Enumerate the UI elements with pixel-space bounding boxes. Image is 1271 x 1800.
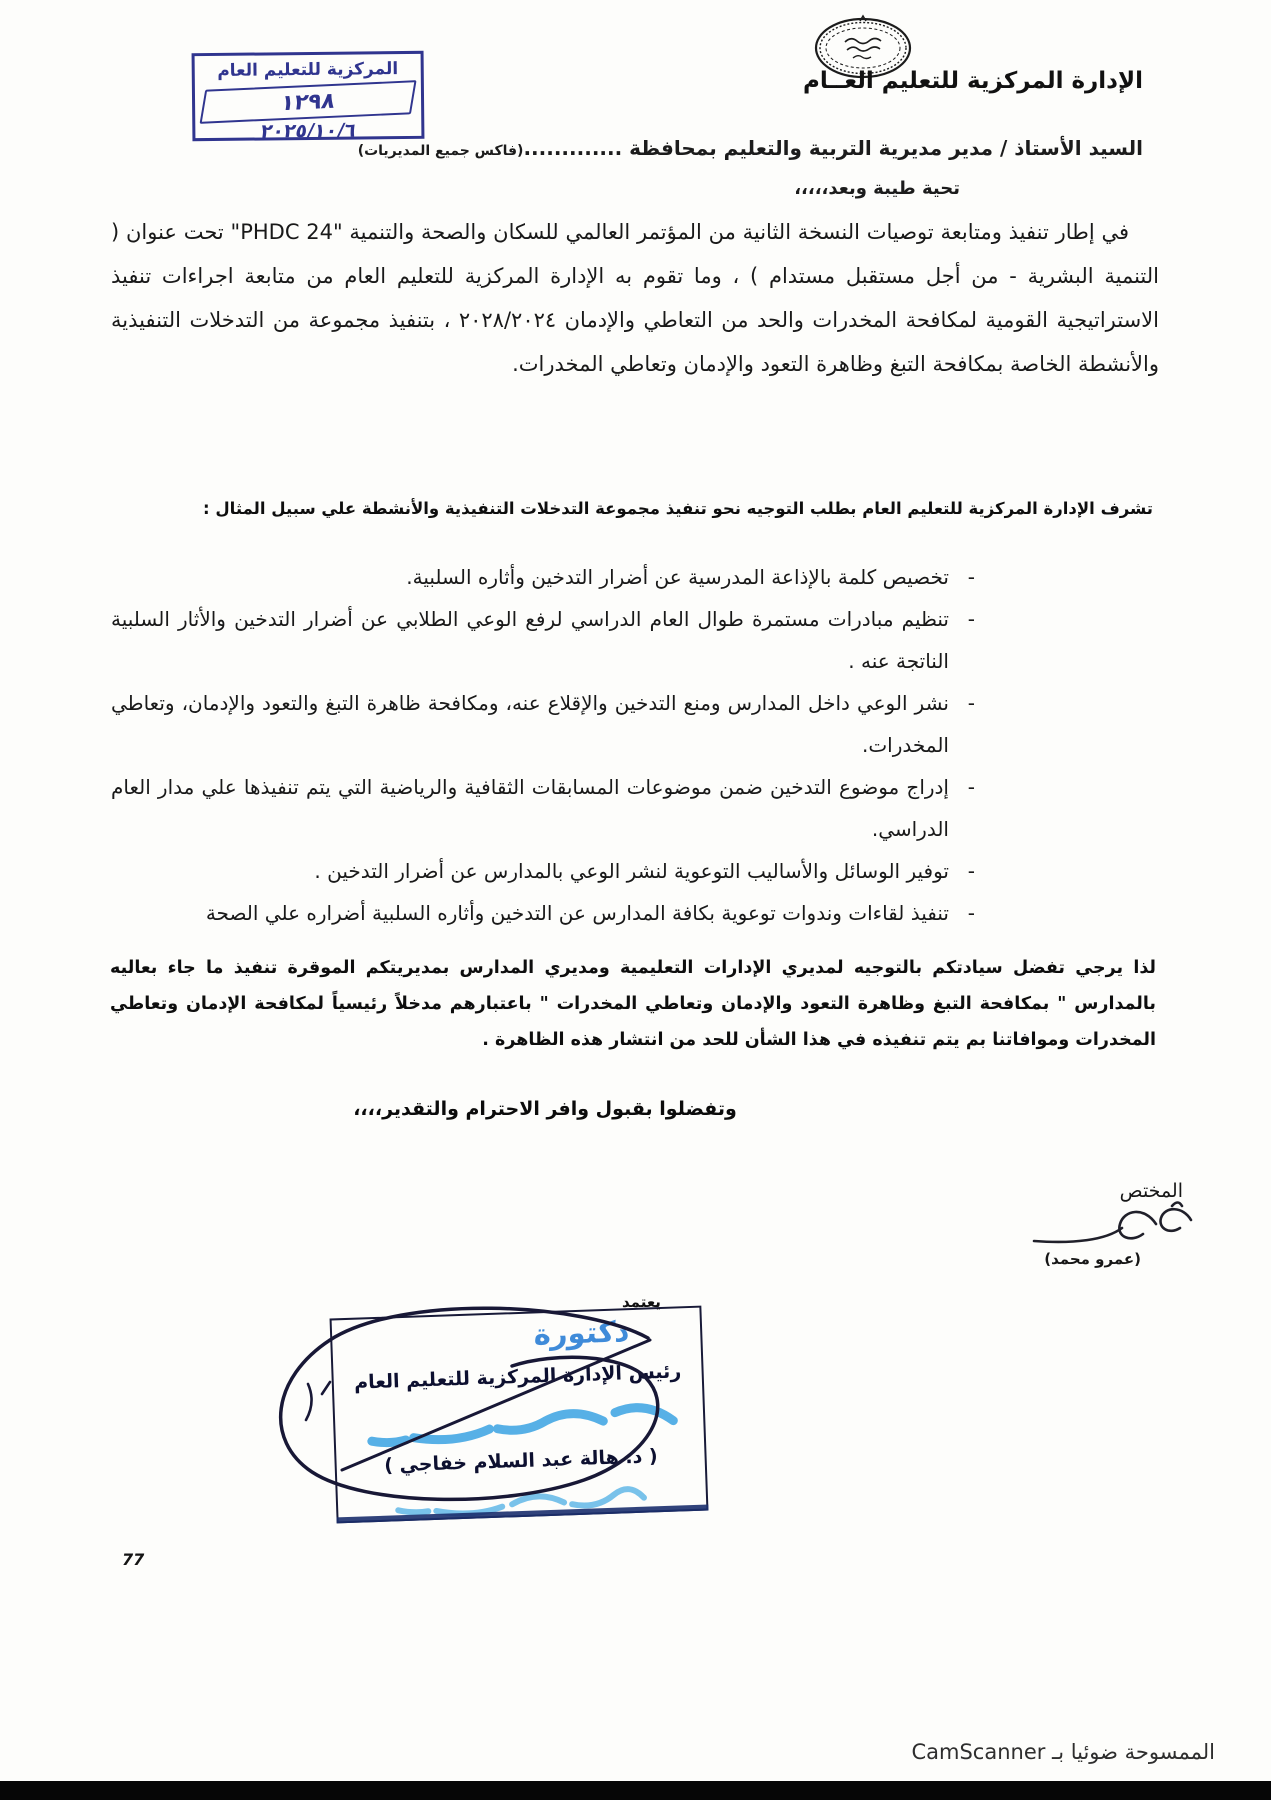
bullet-item: - إدراج موضوع التدخين ضمن موضوعات المسابقات الثقافية والرياضية التي يتم تنفيذها علي مدار العام الدراسي. [111, 766, 975, 850]
page-number: 77 [122, 1550, 145, 1569]
recipient-text: السيد الأستاذ / مدير مديرية التربية والتعليم بمحافظة ............. [523, 136, 1143, 160]
recipient-line [358, 136, 1143, 160]
sign-off: وتفضلوا بقبول وافر الاحترام والتقدير،،،، [353, 1098, 737, 1120]
activity-bullet-list [111, 556, 975, 934]
bullet-item: - تنفيذ لقاءات وندوات توعوية بكافة المدارس عن التدخين وأثاره السلبية أضراره علي الصحة [111, 892, 975, 934]
bullet-item: - تنظيم مبادرات مستمرة طوال العام الدراسي لرفع الوعي الطلابي عن أضرار التدخين والأثار السلبية الناتجة عنه . [111, 598, 975, 682]
bullet-item: - تخصيص كلمة بالإذاعة المدرسية عن أضرار التدخين وأثاره السلبية. [111, 556, 975, 598]
approval-position: رئيس الإدارة المركزية للتعليم العام [353, 1360, 682, 1394]
approval-label: يعتمد [622, 1293, 661, 1311]
approval-handwritten-title: دكتورة [533, 1314, 632, 1352]
scanner-watermark: الممسوحة ضوئيا بـ CamScanner [911, 1740, 1215, 1764]
directive-heading: تشرف الإدارة المركزية للتعليم العام بطلب التوجيه نحو تنفيذ مجموعة التدخلات التنفيذية والأنشطة علي سبيل المثال : [203, 499, 1153, 518]
fax-note: (فاكس جميع المديريات) [357, 143, 524, 159]
received-stamp [192, 51, 425, 141]
specialist-title: المختص [1119, 1180, 1183, 1202]
bullet-item: - نشر الوعي داخل المدارس ومنع التدخين والإقلاع عنه، ومكافحة ظاهرة التبغ والتعود والإدمان، وتعاطي المخدرات. [111, 682, 975, 766]
body-paragraph: في إطار تنفيذ ومتابعة توصيات النسخة الثانية من المؤتمر العالمي للسكان والصحة والتنمية "PHDC 24" تحت عنوان ( التنمية البشرية - من أجل مستقبل مستدام ) ، وما تقوم به الإدارة المركزية للتعليم العام من متابعة اجراءات تنفيذ الاستراتيجية القومية لمكافحة المخدرات والحد من التعاطي والإدمان ٢٠٢٨/٢٠٢٤ ، بتنفيذ مجموعة من التدخلات التنفيذية والأنشطة الخاصة بمكافحة التبغ وظاهرة التعود والإدمان وتعاطي المخدرات. [111, 220, 1159, 376]
closing-paragraph: لذا يرجي تفضل سيادتكم بالتوجيه لمديري الإدارات التعليمية ومديري المدارس بمديريتكم الموقرة تنفيذ ما جاء بعاليه بالمدارس " بمكافحة التبغ وظاهرة التعود والإدمان وتعاطي المخدرات " باعتبارهم مدخلاً رئيسياً لمكافحة الإدمان وتعاطي المخدرات وموافاتنا بم يتم تنفيذه في هذا الشأن للحد من انتشار هذه الظاهرة . [110, 958, 1156, 1050]
received-stamp-title: المركزية للتعليم العام [217, 59, 399, 81]
received-stamp-date: ٢٠٢٥/١٠/٦ [259, 119, 358, 143]
bottom-black-bar [0, 1781, 1271, 1800]
bullet-item: - توفير الوسائل والأساليب التوعوية لنشر الوعي بالمدارس عن أضرار التدخين . [111, 850, 975, 892]
specialist-name: (عمرو محمد) [1044, 1250, 1141, 1268]
approval-stamp [330, 1306, 709, 1524]
greeting: تحية طيبة وبعد،،،،، [794, 178, 960, 199]
received-stamp-number: ١٢٩٨ [200, 80, 417, 124]
approval-name: ( د. هالة عبد السلام خفاجي ) [383, 1445, 658, 1477]
org-title: الإدارة المركزية للتعليم العــام [803, 68, 1143, 94]
